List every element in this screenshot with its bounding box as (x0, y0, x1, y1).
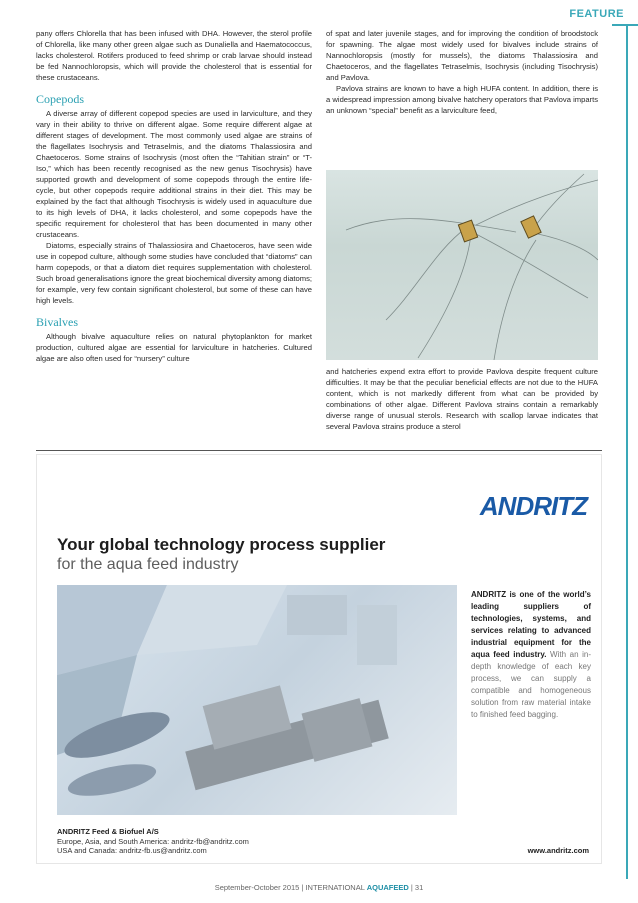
page-edge-rule (626, 24, 628, 879)
ad-company-name: ANDRITZ Feed & Biofuel A/S (57, 827, 159, 836)
right-continuation-column (326, 366, 598, 432)
right-paragraph-2: Pavlova strains are known to have a high HUFA content. In addition, there is a widespread impression among bivalve hatchery operators that Pavlova imparts an unknown “special” benefit as a larviculture feed, (326, 84, 598, 115)
copepods-heading: Copepods (36, 92, 84, 106)
ad-subline: for the aqua feed industry (57, 556, 239, 573)
ad-machinery-image (57, 585, 457, 815)
article-left-column (36, 28, 312, 364)
article-right-column (326, 28, 598, 116)
footer-suffix: | 31 (408, 883, 424, 892)
diatom-micrograph (326, 170, 598, 360)
ad-contact-usa: USA and Canada: andritz-fb.us@andritz.com (57, 846, 207, 855)
ad-description-regular: With an in-depth knowledge of each key process, we can supply a compatible and homogeneous solution from raw material intake to finished feed bagging. (471, 650, 591, 719)
right-paragraph-3: and hatcheries expend extra effort to provide Pavlova despite frequent culture difficulties. It may be that the peculiar beneficial effects are not due to the HUFA content, which is not markedly different from what can be provided by combinations of other algae. Different Pavlova strains contain a remarkably diverse range of unusual sterols. Research with scallop larvae indicates that several Pavlova strains produce a sterol (326, 367, 598, 431)
andritz-logo: ANDRITZ (479, 491, 587, 521)
intro-paragraph: pany offers Chlorella that has been infused with DHA. However, the sterol profile of Chlorella, like many other green algae such as Dunaliella and Haematococcus, lacks cholesterol. Rotifers produced to feed shrimp or crab larvae should instead be fed Nannochloropsis, which will provide the cholesterol that is essential for these crustaceans. (36, 29, 312, 82)
andritz-advertisement (36, 454, 602, 864)
copepods-paragraph-2: Diatoms, especially strains of Thalassiosira and Chaetoceros, have seen wide use in copepod culture, although some studies have concluded that “diatoms” can harm copepods, or that a diatom diet requires supplementation with cholesterol. Such broad generalisations ignore the great biochemical diversity among diatoms; for example, very few contain significant cholesterol, but some of these can have high levels. (36, 241, 312, 305)
ad-description (471, 589, 591, 721)
copepods-paragraph-1: A diverse array of different copepod species are used in larviculture, and they vary in their ability to thrive on different algae. Some require different algae at different stages of development. The most commonly used algae are strains of the flagellates Isochrysis and Tetraselmis, and the diatoms Thalassiosira and Chaetoceros. Some strains of Isochrysis (most often the “Tahitian strain” or “T-Iso,” which has been recently recognised as the new genus Tisochrysis) have supported growth and development of some copepods through the entire life-cycle, but other copepods require additional strains in their diet. This may be explained by the fact that although Tisochrysis is widely used in aquaculture due to its high levels of DHA, it lacks cholesterol, and some copepods have the specific requirement for cholesterol that has been documented in many other crustaceans. (36, 109, 312, 239)
ad-headline: Your global technology process supplier (57, 535, 386, 554)
page-footer (0, 883, 638, 892)
ad-separator-rule (36, 450, 602, 451)
section-rule (612, 24, 638, 26)
bivalves-paragraph-1: Although bivalve aquaculture relies on natural phytoplankton for market production, cultured algae are essential for larviculture in hatcheries. Cultured algae are also often used for “nursery” culture (36, 332, 312, 363)
footer-prefix: September-October 2015 | INTERNATIONAL (214, 883, 367, 892)
ad-description-bold: ANDRITZ is one of the world’s leading suppliers of technologies, systems, and services relating to advanced industrial equipment for the aqua feed industry. (471, 590, 591, 659)
bivalves-heading: Bivalves (36, 315, 78, 329)
footer-brand: AQUAFEED (366, 883, 409, 892)
section-label: FEATURE (569, 8, 624, 20)
ad-contact-europe: Europe, Asia, and South America: andritz-fb@andritz.com (57, 837, 249, 846)
right-paragraph-1: of spat and later juvenile stages, and for improving the condition of broodstock for spawning. The algae most widely used for bivalves include strains of Nannochloropsis (mostly for mussels), the diatoms Thalassiosira and Chaetoceros, and the flagellates Tetraselmis, Isochrysis (including Tisochrysis) and Pavlova. (326, 29, 598, 82)
ad-website-link[interactable]: www.andritz.com (527, 846, 589, 855)
